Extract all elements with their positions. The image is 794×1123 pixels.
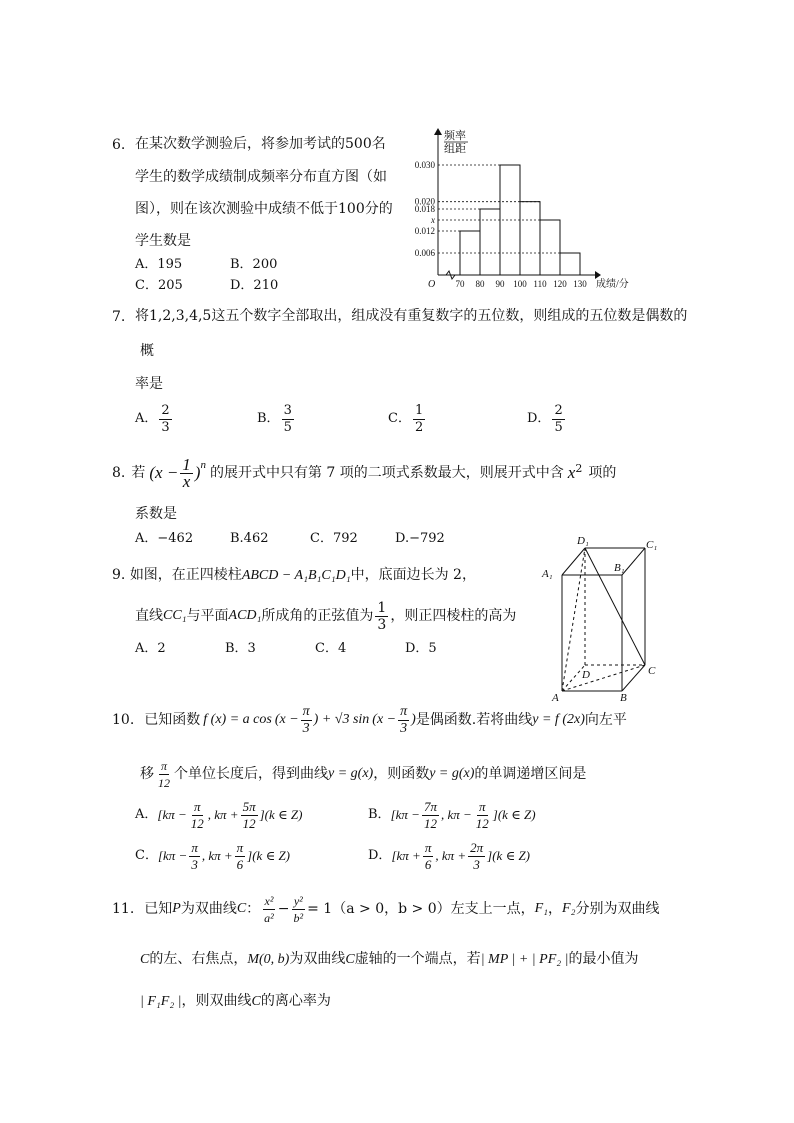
q10-option-b-p3: ](k ∈ Z) <box>492 807 536 822</box>
q10-option-d-p1: [kπ + <box>391 848 421 863</box>
q7-option-a-den: 3 <box>161 419 170 435</box>
q7-option-b-den: 5 <box>283 419 292 435</box>
q10-option-c-frac2 <box>235 840 246 873</box>
q11-line2f: 的最小值为 <box>568 951 639 967</box>
edge-ac-hidden <box>562 665 645 691</box>
q10-frac-1 <box>301 704 312 737</box>
q7-line-1: 将1,2,3,4,5这五个数字全部取出，组成没有重复数字的五位数，则组成的五位数是偶数的 <box>135 308 688 324</box>
q6-line-4: 学生数是 <box>135 233 191 249</box>
q10-shift-den: 12 <box>158 775 170 790</box>
q10-close: ) <box>411 712 416 727</box>
q10-option-a-n2: 5π <box>242 798 256 814</box>
q10-option-d-d1: 6 <box>424 856 432 872</box>
q10-option-b-n2: π <box>479 798 486 814</box>
q10-option-b-d1: 12 <box>423 815 437 831</box>
q11-c: C <box>236 901 247 916</box>
q11-line3a: | F₁F₂ | <box>140 994 182 1009</box>
q7-option-a-num: 2 <box>161 402 170 418</box>
q10-arg2: (x − <box>372 712 397 727</box>
q6-option-c: C．205 <box>135 278 183 293</box>
q11-x2: x² <box>264 893 274 908</box>
q7-option-c-den: 2 <box>414 419 424 435</box>
q9-line1a: 如图，在正四棱柱 <box>129 567 242 583</box>
x-tick-label: 70 <box>455 279 465 289</box>
q9-line-1 <box>112 566 476 585</box>
q8-expr-right: ) <box>194 463 201 482</box>
q10-line1b: 是偶函数.若将曲线 <box>415 712 533 728</box>
q10-line1a: 已知函数 <box>144 712 201 728</box>
q8-option-b: B.462 <box>230 531 269 546</box>
q10-option-a-p1: [kπ − <box>157 807 187 822</box>
q9-line2d: ，则正四棱柱的高为 <box>390 608 517 624</box>
histogram-bar <box>520 202 540 275</box>
y-tick-label: 0.018 <box>414 204 435 214</box>
q7-option-b <box>257 397 296 441</box>
label-a1: A₁ <box>542 568 553 580</box>
label-a: A <box>552 692 559 703</box>
q11-line2d: C <box>345 952 355 967</box>
q10-option-a-d1: 12 <box>190 815 204 831</box>
q10-line2b: 个单位长度后，得到曲线 <box>174 766 328 782</box>
q11-m: M(0, b) <box>247 952 290 967</box>
q7-option-c-fraction <box>413 403 425 436</box>
q9-line2c: 所成角的正弦值为 <box>261 608 374 624</box>
q8-number: 8. <box>112 465 126 481</box>
q7-option-d-fraction <box>552 403 564 436</box>
y-axis-label-top: 频率 <box>444 130 466 142</box>
q10-option-c-d1: 3 <box>191 856 198 872</box>
q10-option-b-frac2 <box>474 799 491 832</box>
y-tick-label: 0.020 <box>414 196 435 207</box>
q7-option-a-letter: A． <box>135 411 158 426</box>
q11-cond: （a > 0，b > 0）左支上一点， <box>332 901 535 917</box>
q10-option-b-p2: , kπ − <box>440 807 472 822</box>
q10-gx: y = g(x) <box>328 766 374 781</box>
q10-shift-num: π <box>160 758 167 773</box>
histogram-bar <box>540 220 560 275</box>
y-tick-label: 0.006 <box>414 248 435 258</box>
q10-frac-2-num: π <box>400 703 408 719</box>
q8-suffix: 项的 <box>588 465 617 481</box>
q10-line2d: 的单调递增区间是 <box>474 766 587 782</box>
q10-option-b-letter: B． <box>368 807 391 822</box>
q10-mid: ) + √3 sin <box>313 712 370 727</box>
label-d1: D₁ <box>577 535 589 547</box>
q11-frac-x <box>262 893 276 926</box>
prism-figure <box>540 533 670 703</box>
q7-option-d-num: 2 <box>554 402 563 418</box>
q11-number: 11. <box>112 901 135 917</box>
q7-option-b-letter: B． <box>257 411 280 426</box>
q8-line-2: 系数是 <box>135 506 177 522</box>
q9-option-c: C．4 <box>315 641 347 656</box>
q11-minus: − <box>277 901 290 917</box>
label-b1: B₁ <box>614 562 625 574</box>
q10-option-a-frac1 <box>189 799 206 832</box>
q9-number: 9. <box>112 567 126 583</box>
q9-option-b: B．3 <box>225 641 256 656</box>
q10-option-c-n1: π <box>191 839 198 855</box>
q11-line1c: 分别为双曲线 <box>575 901 660 917</box>
label-d: D <box>582 669 590 681</box>
q7-option-b-num: 3 <box>283 402 292 418</box>
q11-line-3 <box>140 992 331 1011</box>
x-tick-label: 120 <box>553 279 567 289</box>
q11-eq: = 1 <box>307 901 333 917</box>
q10-gx2: y = g(x) <box>429 766 475 781</box>
q6-line-1: 在某次数学测验后，将参加考试的500名 <box>135 136 386 152</box>
q10-option-c-p1: [kπ − <box>157 848 188 863</box>
q10-option-d <box>368 836 530 876</box>
q10-option-d-n2: 2π <box>470 839 484 855</box>
q6-line-3: 图），则在该次测验中成绩不低于100分的 <box>135 201 393 217</box>
q8-expr-exp: n <box>200 459 206 471</box>
q8-option-d: D.−792 <box>395 531 445 546</box>
q7-line-2: 概 <box>140 343 154 359</box>
q8-option-a: A．−462 <box>135 531 194 546</box>
q9-frac-den: 3 <box>377 616 387 633</box>
q10-option-c-p2: , kπ + <box>201 848 233 863</box>
q10-arg1: (x − <box>274 712 299 727</box>
y-tick-label: x <box>431 215 435 225</box>
q10-option-d-d2: 3 <box>473 856 480 872</box>
q11-line3b: ，则双曲线 <box>181 993 252 1009</box>
q7-option-a-fraction <box>159 403 171 436</box>
q7-line-3: 率是 <box>135 376 163 392</box>
q7-option-c-num: 1 <box>414 402 424 418</box>
q10-frac-2-den: 3 <box>400 720 408 736</box>
q6-option-b: B．200 <box>230 257 278 272</box>
q11-line2a: C <box>140 952 150 967</box>
q10-option-d-letter: D． <box>368 848 392 863</box>
x-tick-label: 110 <box>533 279 547 289</box>
q11-line2e: 虚轴的一个端点，若 <box>354 951 481 967</box>
q10-line2a: 移 <box>140 766 154 782</box>
label-b: B <box>620 692 627 703</box>
q11-f1: F₁ <box>534 901 549 916</box>
q10-option-c-p3: ](k ∈ Z) <box>247 848 291 863</box>
q11-line3c: C <box>251 994 261 1009</box>
histogram-bar <box>560 253 580 275</box>
q6-option-d: D．210 <box>230 278 279 293</box>
q11-colon: ： <box>246 901 261 917</box>
q10-option-a-p2: , kπ + <box>207 807 239 822</box>
q10-option-a-p3: ](k ∈ Z) <box>259 807 303 822</box>
q10-line-1 <box>112 697 627 743</box>
q8-term-exp: 2 <box>575 462 583 475</box>
q10-option-a-d2: 12 <box>242 815 256 831</box>
q10-option-c <box>135 836 290 876</box>
q10-option-b-n1: 7π <box>423 798 437 814</box>
q11-line-2 <box>140 950 638 969</box>
q8-expr-den: x <box>182 471 191 491</box>
q10-frac-1-den: 3 <box>302 720 310 736</box>
q11-frac-y <box>292 893 306 926</box>
q9-prism: ABCD − A₁B₁C₁D₁ <box>241 568 351 583</box>
q10-fx: f (x) = a cos <box>203 712 272 727</box>
q7-option-c-letter: C． <box>388 411 411 426</box>
q10-option-b-d2: 12 <box>475 815 489 831</box>
y-tick-label: 0.030 <box>414 160 435 170</box>
label-c1: C₁ <box>646 539 658 551</box>
q10-option-d-frac2 <box>468 840 485 873</box>
q7-option-d <box>527 397 567 441</box>
q8-line-1 <box>112 450 616 496</box>
q10-option-a-n1: π <box>194 798 201 814</box>
q6-number: 6. <box>112 137 126 153</box>
x-tick-label: 130 <box>573 279 587 289</box>
x-tick-label: 90 <box>495 279 505 289</box>
q8-option-c: C．792 <box>310 531 358 546</box>
q10-option-c-d2: 6 <box>236 856 244 872</box>
q9-line2a: 直线 <box>135 608 163 624</box>
q6-option-a: A．195 <box>135 257 183 272</box>
q11-line2b: 的左、右焦点， <box>149 951 248 967</box>
q11-p: P <box>172 901 181 916</box>
x-axis-arrow <box>595 271 601 279</box>
q10-option-a-letter: A． <box>135 807 158 822</box>
q9-line1b: 中，底面边长为 2， <box>350 567 476 583</box>
y-axis-label-bottom: 组距 <box>444 143 466 155</box>
q10-option-c-n2: π <box>236 839 244 855</box>
q11-mp: | MP | + | PF₂ | <box>480 952 569 967</box>
q8-term: x <box>567 463 576 482</box>
y-axis-arrow <box>434 128 442 135</box>
q8-expr-left: (x − <box>149 463 179 482</box>
q9-option-d: D．5 <box>405 641 437 656</box>
q9-frac-num: 1 <box>377 599 387 616</box>
q10-option-a <box>135 795 302 835</box>
q7-option-d-letter: D． <box>527 411 551 426</box>
q11-y2: y² <box>293 893 303 908</box>
q10-option-d-p2: , kπ + <box>435 848 467 863</box>
q11-line2c: 为双曲线 <box>289 951 346 967</box>
edge-b1c1 <box>622 548 645 575</box>
q11-line-1 <box>112 889 659 929</box>
q8-prefix: 若 <box>131 465 146 481</box>
q11-sep: ， <box>548 901 563 917</box>
q10-frac-1-num: π <box>302 703 310 719</box>
q9-cc1: CC₁ <box>163 608 187 623</box>
q10-option-d-p3: ](k ∈ Z) <box>487 848 530 863</box>
q8-expr-fraction <box>180 454 193 491</box>
q10-line2c: ，则函数 <box>373 766 430 782</box>
q11-line1b: 为双曲线 <box>180 901 237 917</box>
q10-option-c-frac1 <box>189 840 200 873</box>
q11-line1a: 已知 <box>144 901 173 917</box>
q10-option-b-frac1 <box>422 799 439 832</box>
q7-option-a <box>135 397 174 441</box>
q9-sine-fraction <box>375 600 388 633</box>
q10-shift-fraction <box>156 758 172 791</box>
q11-b2: b² <box>293 910 304 925</box>
q10-frac-2 <box>398 704 409 737</box>
q10-option-d-n1: π <box>424 839 432 855</box>
q8-expr-num: 1 <box>182 454 191 474</box>
q7-option-c <box>388 397 427 441</box>
q10-line1c: 向左平 <box>584 712 627 728</box>
q7-number: 7. <box>112 309 126 325</box>
q9-line-2 <box>135 596 516 636</box>
frequency-histogram <box>400 125 640 295</box>
q11-line3d: 的离心率为 <box>260 993 331 1009</box>
q11-f2: F₂ <box>562 901 576 916</box>
x-tick-label: 100 <box>513 279 527 289</box>
q6-line-2: 学生的数学成绩制成频率分布直方图（如 <box>135 169 387 185</box>
q11-a2: a² <box>264 910 274 925</box>
q10-option-a-frac2 <box>241 799 258 832</box>
q7-option-b-fraction <box>282 403 294 436</box>
q10-option-b-p1: [kπ − <box>390 807 420 822</box>
y-tick-label: 0.012 <box>414 226 435 236</box>
q7-option-d-den: 5 <box>554 419 563 435</box>
q9-option-a: A．2 <box>135 641 166 656</box>
q10-line-2 <box>140 754 586 794</box>
label-c: C <box>648 665 656 677</box>
q8-text: 的展开式中只有第 7 项的二项式系数最大，则展开式中含 <box>209 465 564 481</box>
histogram-bar <box>480 209 500 275</box>
q10-option-b <box>368 795 536 835</box>
origin-label: O <box>428 279 436 290</box>
x-axis-label: 成绩/分 <box>596 279 629 290</box>
q10-option-c-letter: C． <box>135 848 158 863</box>
x-tick-label: 80 <box>475 279 485 289</box>
q9-plane: ACD₁ <box>228 608 262 623</box>
q9-line2b: 与平面 <box>186 608 229 624</box>
q10-option-d-frac1 <box>423 840 434 873</box>
q10-curve: y = f (2x) <box>532 712 585 727</box>
q10-number: 10. <box>112 712 135 728</box>
